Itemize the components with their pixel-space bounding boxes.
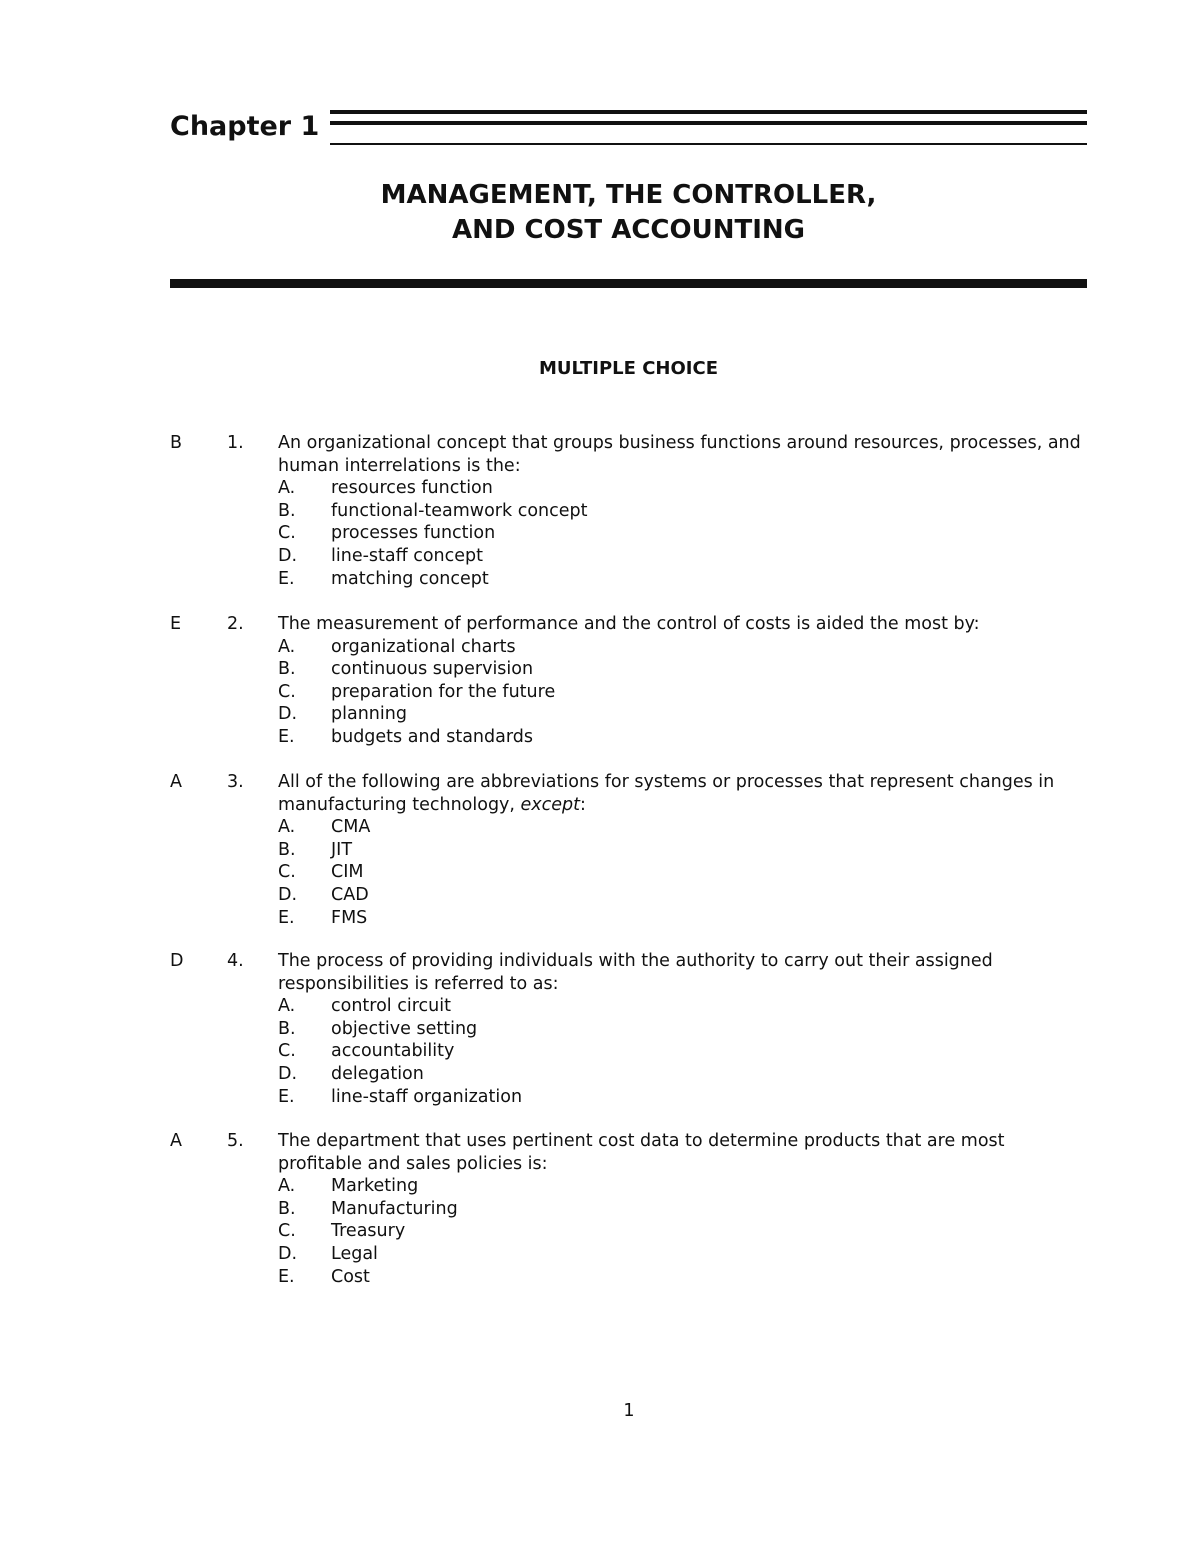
- option-text: Cost: [331, 1266, 370, 1287]
- option-e: [278, 1266, 1090, 1289]
- option-letter: A.: [278, 636, 296, 657]
- option-e: [278, 726, 1090, 749]
- option-d: [278, 1063, 1090, 1086]
- option-letter: A.: [278, 1176, 296, 1197]
- option-text: organizational charts: [331, 636, 516, 657]
- option-b: [278, 500, 1090, 523]
- option-c: [278, 1220, 1090, 1243]
- option-text: objective setting: [331, 1018, 478, 1039]
- option-list: [278, 477, 1090, 590]
- question-stem: The measurement of performance and the control of costs is aided the most by:: [278, 614, 980, 634]
- option-letter: D.: [278, 1063, 298, 1084]
- option-letter: C.: [278, 681, 296, 702]
- question-stem-text: All of the following are abbreviations for systems or processes that represent changes in manufacturing technology,: [278, 772, 1055, 815]
- option-b: [278, 658, 1090, 681]
- option-b: [278, 839, 1090, 862]
- question-number: 3.: [227, 772, 244, 792]
- chapter-title-line-2: AND COST ACCOUNTING: [452, 215, 805, 245]
- option-d: [278, 884, 1090, 907]
- question-stem: The department that uses pertinent cost data to determine products that are most profitable and sales policies is:: [278, 1131, 1005, 1174]
- answer-key: A: [170, 772, 182, 792]
- option-text: FMS: [331, 907, 368, 928]
- option-text: control circuit: [331, 996, 451, 1017]
- chapter-title-line-1: MANAGEMENT, THE CONTROLLER,: [380, 180, 877, 210]
- option-letter: A.: [278, 996, 296, 1017]
- option-c: [278, 1040, 1090, 1063]
- option-letter: B.: [278, 1198, 296, 1219]
- chapter-heading: Chapter 1: [170, 111, 320, 142]
- option-text: Marketing: [331, 1176, 419, 1197]
- option-a: [278, 477, 1090, 500]
- chapter-title: [170, 178, 1087, 248]
- option-letter: A.: [278, 478, 296, 499]
- option-a: [278, 816, 1090, 839]
- question-stem-punctuation: :: [580, 794, 586, 815]
- option-letter: B.: [278, 659, 296, 680]
- answer-key: D: [170, 951, 184, 971]
- option-letter: B.: [278, 500, 296, 521]
- option-e: [278, 568, 1090, 591]
- question-stem: An organizational concept that groups business functions around resources, processes, and human interrelations is the:: [278, 433, 1081, 476]
- option-text: delegation: [331, 1063, 424, 1084]
- option-e: [278, 907, 1090, 930]
- chapter-rule-top: [330, 110, 1087, 114]
- question-number: 4.: [227, 951, 244, 971]
- option-letter: E.: [278, 568, 295, 589]
- answer-key: A: [170, 1131, 182, 1151]
- option-text: resources function: [331, 478, 493, 499]
- option-list: [278, 995, 1090, 1108]
- chapter-rule-bottom: [330, 143, 1087, 145]
- option-text: CIM: [331, 862, 364, 883]
- page-number: 1: [623, 1401, 635, 1421]
- option-text: Manufacturing: [331, 1198, 458, 1219]
- option-text: continuous supervision: [331, 659, 534, 680]
- option-letter: A.: [278, 817, 296, 838]
- option-text: CAD: [331, 884, 369, 905]
- option-text: Treasury: [331, 1221, 406, 1242]
- option-text: Legal: [331, 1243, 378, 1264]
- option-letter: E.: [278, 907, 295, 928]
- option-list: [278, 636, 1090, 749]
- option-letter: D.: [278, 545, 298, 566]
- chapter-rule-middle: [330, 121, 1087, 125]
- option-letter: C.: [278, 1041, 296, 1062]
- question-stem-emphasis: except: [520, 794, 581, 815]
- option-c: [278, 681, 1090, 704]
- option-text: preparation for the future: [331, 681, 556, 702]
- question-number: 1.: [227, 433, 244, 453]
- answer-key: B: [170, 433, 183, 453]
- option-letter: C.: [278, 1221, 296, 1242]
- option-list: [278, 1175, 1090, 1288]
- option-a: [278, 1175, 1090, 1198]
- option-letter: B.: [278, 839, 296, 860]
- option-letter: D.: [278, 884, 298, 905]
- option-d: [278, 545, 1090, 568]
- option-letter: E.: [278, 726, 295, 747]
- question-stem: [278, 771, 1090, 816]
- option-b: [278, 1198, 1090, 1221]
- option-letter: C.: [278, 862, 296, 883]
- option-c: [278, 861, 1090, 884]
- option-c: [278, 522, 1090, 545]
- option-letter: C.: [278, 523, 296, 544]
- option-list: [278, 816, 1090, 929]
- option-e: [278, 1086, 1090, 1109]
- question-stem: The process of providing individuals with the authority to carry out their assigned responsibilities is referred to as:: [278, 951, 993, 994]
- option-text: CMA: [331, 817, 371, 838]
- option-text: line-staff concept: [331, 545, 483, 566]
- section-title: MULTIPLE CHOICE: [539, 358, 718, 379]
- option-letter: D.: [278, 704, 298, 725]
- option-text: planning: [331, 704, 407, 725]
- option-text: budgets and standards: [331, 726, 533, 747]
- option-a: [278, 636, 1090, 659]
- option-text: line-staff organization: [331, 1086, 523, 1107]
- option-d: [278, 703, 1090, 726]
- option-letter: E.: [278, 1086, 295, 1107]
- option-text: matching concept: [331, 568, 489, 589]
- option-letter: E.: [278, 1266, 295, 1287]
- question-number: 2.: [227, 614, 244, 634]
- answer-key: E: [170, 614, 182, 634]
- option-a: [278, 995, 1090, 1018]
- option-text: processes function: [331, 523, 496, 544]
- title-divider: [170, 279, 1087, 288]
- option-text: functional-teamwork concept: [331, 500, 588, 521]
- option-letter: B.: [278, 1018, 296, 1039]
- option-d: [278, 1243, 1090, 1266]
- option-text: JIT: [331, 839, 353, 860]
- option-b: [278, 1018, 1090, 1041]
- option-letter: D.: [278, 1243, 298, 1264]
- option-text: accountability: [331, 1041, 455, 1062]
- question-number: 5.: [227, 1131, 244, 1151]
